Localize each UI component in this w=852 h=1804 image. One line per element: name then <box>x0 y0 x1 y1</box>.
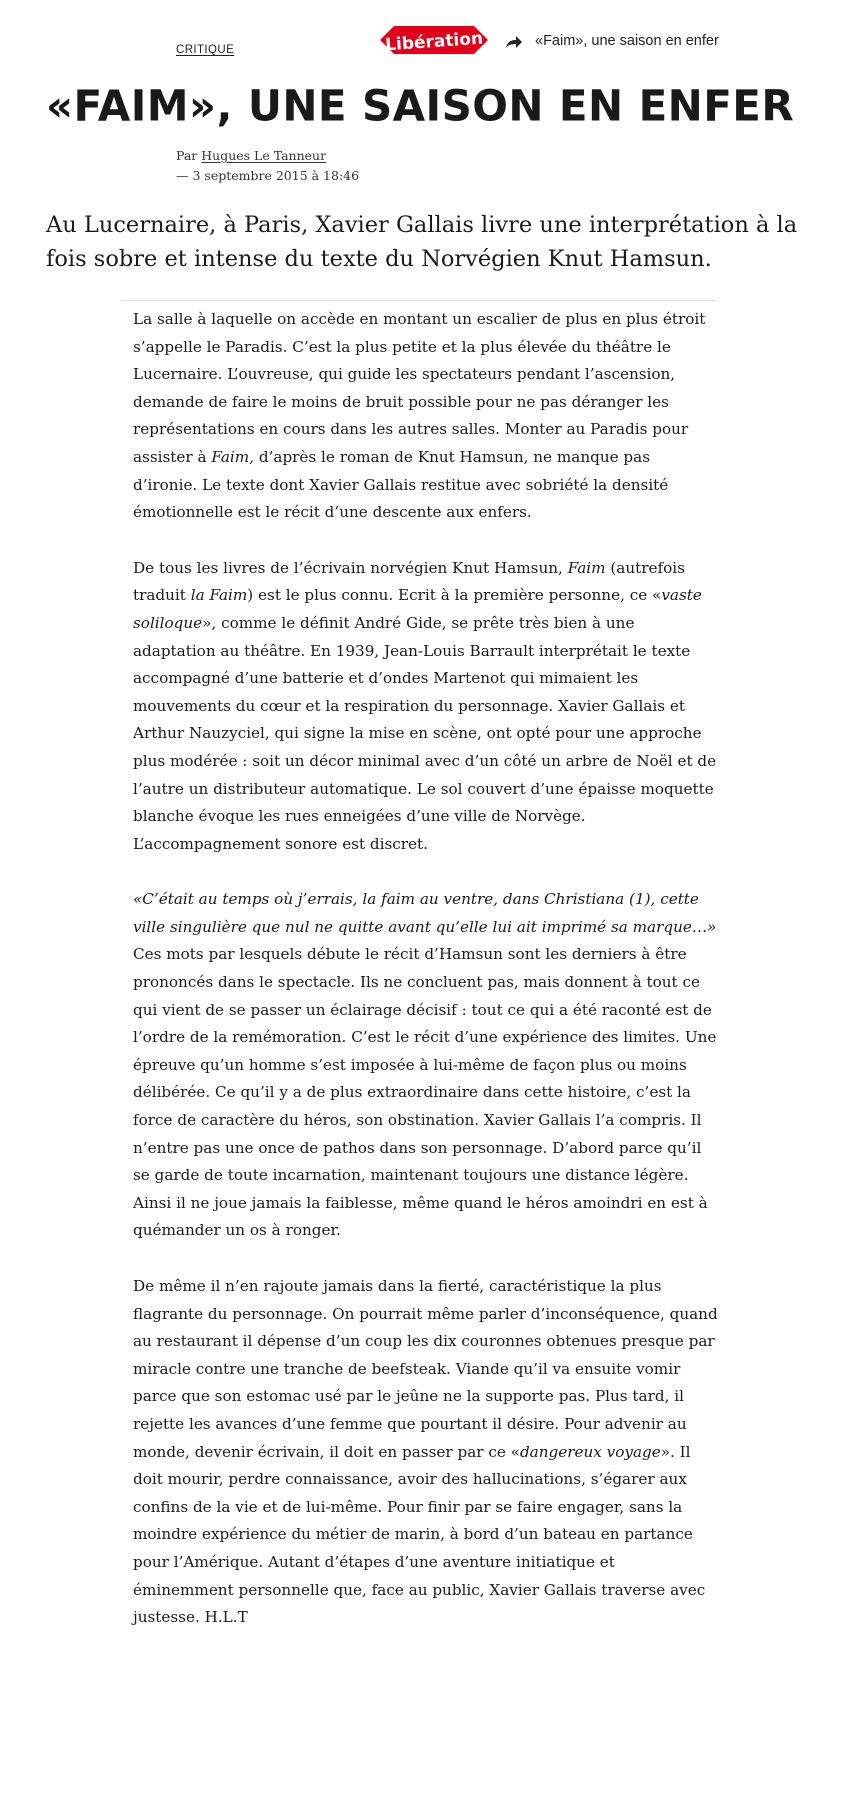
article-lede: Au Lucernaire, à Paris, Xavier Gallais livre une interprétation à la fois sobre et intense du texte du Norvégien Knut Hamsun. <box>46 212 798 272</box>
italic-text: «C’était au temps où j’errais, la faim au ventre, dans Christiana (1), cette ville singulière que nul ne quitte avant qu’elle lui ait imprimé sa marque…» <box>133 890 717 936</box>
body-paragraph <box>133 1273 718 1632</box>
text-run: De tous les livres de l’écrivain norvégien Knut Hamsun, <box>133 558 568 577</box>
share-arrow-icon[interactable] <box>505 34 523 48</box>
logo-mark <box>380 22 488 58</box>
text-run: ) est le plus connu. Ecrit à la première personne, ce « <box>247 586 662 605</box>
text-run: De même il n’en rajoute jamais dans la fierté, caractéristique la plus flagrante du personnage. On pourrait même parler d’inconséquence, quand au restaurant il dépense d’un coup les dix couronnes obtenues presque par miracle contre une tranche de beefsteak. Viande qu’il va ensuite vomir parce que son estomac usé par le jeûne ne la supporte pas. Plus tard, il rejette les avances d’une femme que pourtant il désire. Pour advenir au monde, devenir écrivain, il doit en passer par ce « <box>133 1277 718 1461</box>
article-body <box>133 306 718 1660</box>
text-run: ». Il doit mourir, perdre connaissance, avoir des hallucinations, s’égarer aux confins de la vie et de lui-même. Pour finir par se faire engager, sans la moindre expérience du métier de marin, à bord d’un bateau en partance pour l’Amérique. Autant d’étapes d’une aventure initiatique et éminemment personnelle que, face au public, Xavier Gallais traverse avec justesse. H.L.T <box>133 1442 706 1627</box>
author-link[interactable]: Hugues Le Tanneur <box>201 148 327 163</box>
article-headline: «FAIM», UNE SAISON EN ENFER <box>46 80 795 131</box>
top-bar <box>0 0 852 80</box>
separator <box>122 300 716 301</box>
italic-text: la Faim <box>190 586 248 605</box>
text-run: d’après le roman de Knut Hamsun, ne manque pas d’ironie. Le texte dont Xavier Gallais restitue avec sobriété la densité émotionnelle est le récit d’une descente aux enfers. <box>133 447 669 522</box>
liberation-logo[interactable] <box>380 22 488 58</box>
body-paragraph <box>133 555 718 859</box>
share-article-title[interactable]: «Faim», une saison en enfer <box>535 33 719 49</box>
byline <box>176 146 359 186</box>
text-run: Ces mots par lesquels débute le récit d’Hamsun sont les derniers à être prononcés dans le spectacle. Ils ne concluent pas, mais donnent à tout ce qui vient de se passer un éclairage décisif : tout ce qui a été raconté est de l’ordre de la remémoration. C’est le récit d’une expérience des limites. Une épreuve qu’un homme s’est imposée à lui-même de façon plus ou moins délibérée. Ce qu’il y a de plus extraordinaire dans cette histoire, c’est la force de caractère du héros, son obstination. Xavier Gallais l’a compris. Il n’entre pas une once de pathos dans son personnage. D’abord parce qu’il se garde de toute incarnation, maintenant toujours une distance légère. Ainsi il ne joue jamais la faiblesse, même quand le héros amoindri en est à quémander un os à ronger. <box>133 945 717 1240</box>
italic-text: vaste soliloque <box>133 586 702 632</box>
italic-text: dangereux voyage <box>519 1442 661 1461</box>
italic-text: Faim <box>567 558 606 577</box>
section-kicker-link[interactable]: CRITIQUE <box>176 44 235 56</box>
text-run: La salle à laquelle on accède en montant un escalier de plus en plus étroit s’appelle le Paradis. C’est la plus petite et la plus élevée du théâtre le Lucernaire. L’ouvreuse, qui guide les spectateurs pendant l’ascension, demande de faire le moins de bruit possible pour ne pas déranger les représentations en cours dans les autres salles. Monter au Paradis pour assister à <box>133 310 706 466</box>
body-paragraph <box>133 886 718 1245</box>
logo-text: Libération <box>384 28 484 56</box>
byline-prefix: Par <box>176 148 202 163</box>
publish-date: — 3 septembre 2015 à 18:46 <box>176 168 360 183</box>
body-paragraph <box>133 306 718 527</box>
text-run: », comme le définit André Gide, se prête très bien à une adaptation au théâtre. En 1939, Jean-Louis Barrault interprétait le texte accompagné d’une batterie et d’ondes Martenot qui mimaient les mouvements du cœur et la respiration du personnage. Xavier Gallais et Arthur Nauzyciel, qui signe la mise en scène, ont opté pour une approche plus modérée : soit un décor minimal avec d’un côté un arbre de Noël et de l’autre un distributeur automatique. Le sol couvert d’une épaisse moquette blanche évoque les rues enneigées d’une ville de Norvège. L’accompagnement sonore est discret. <box>133 613 717 853</box>
text-run: (autrefois traduit <box>133 558 685 605</box>
italic-text: Faim, <box>211 447 255 466</box>
byline-author-line <box>176 146 359 166</box>
